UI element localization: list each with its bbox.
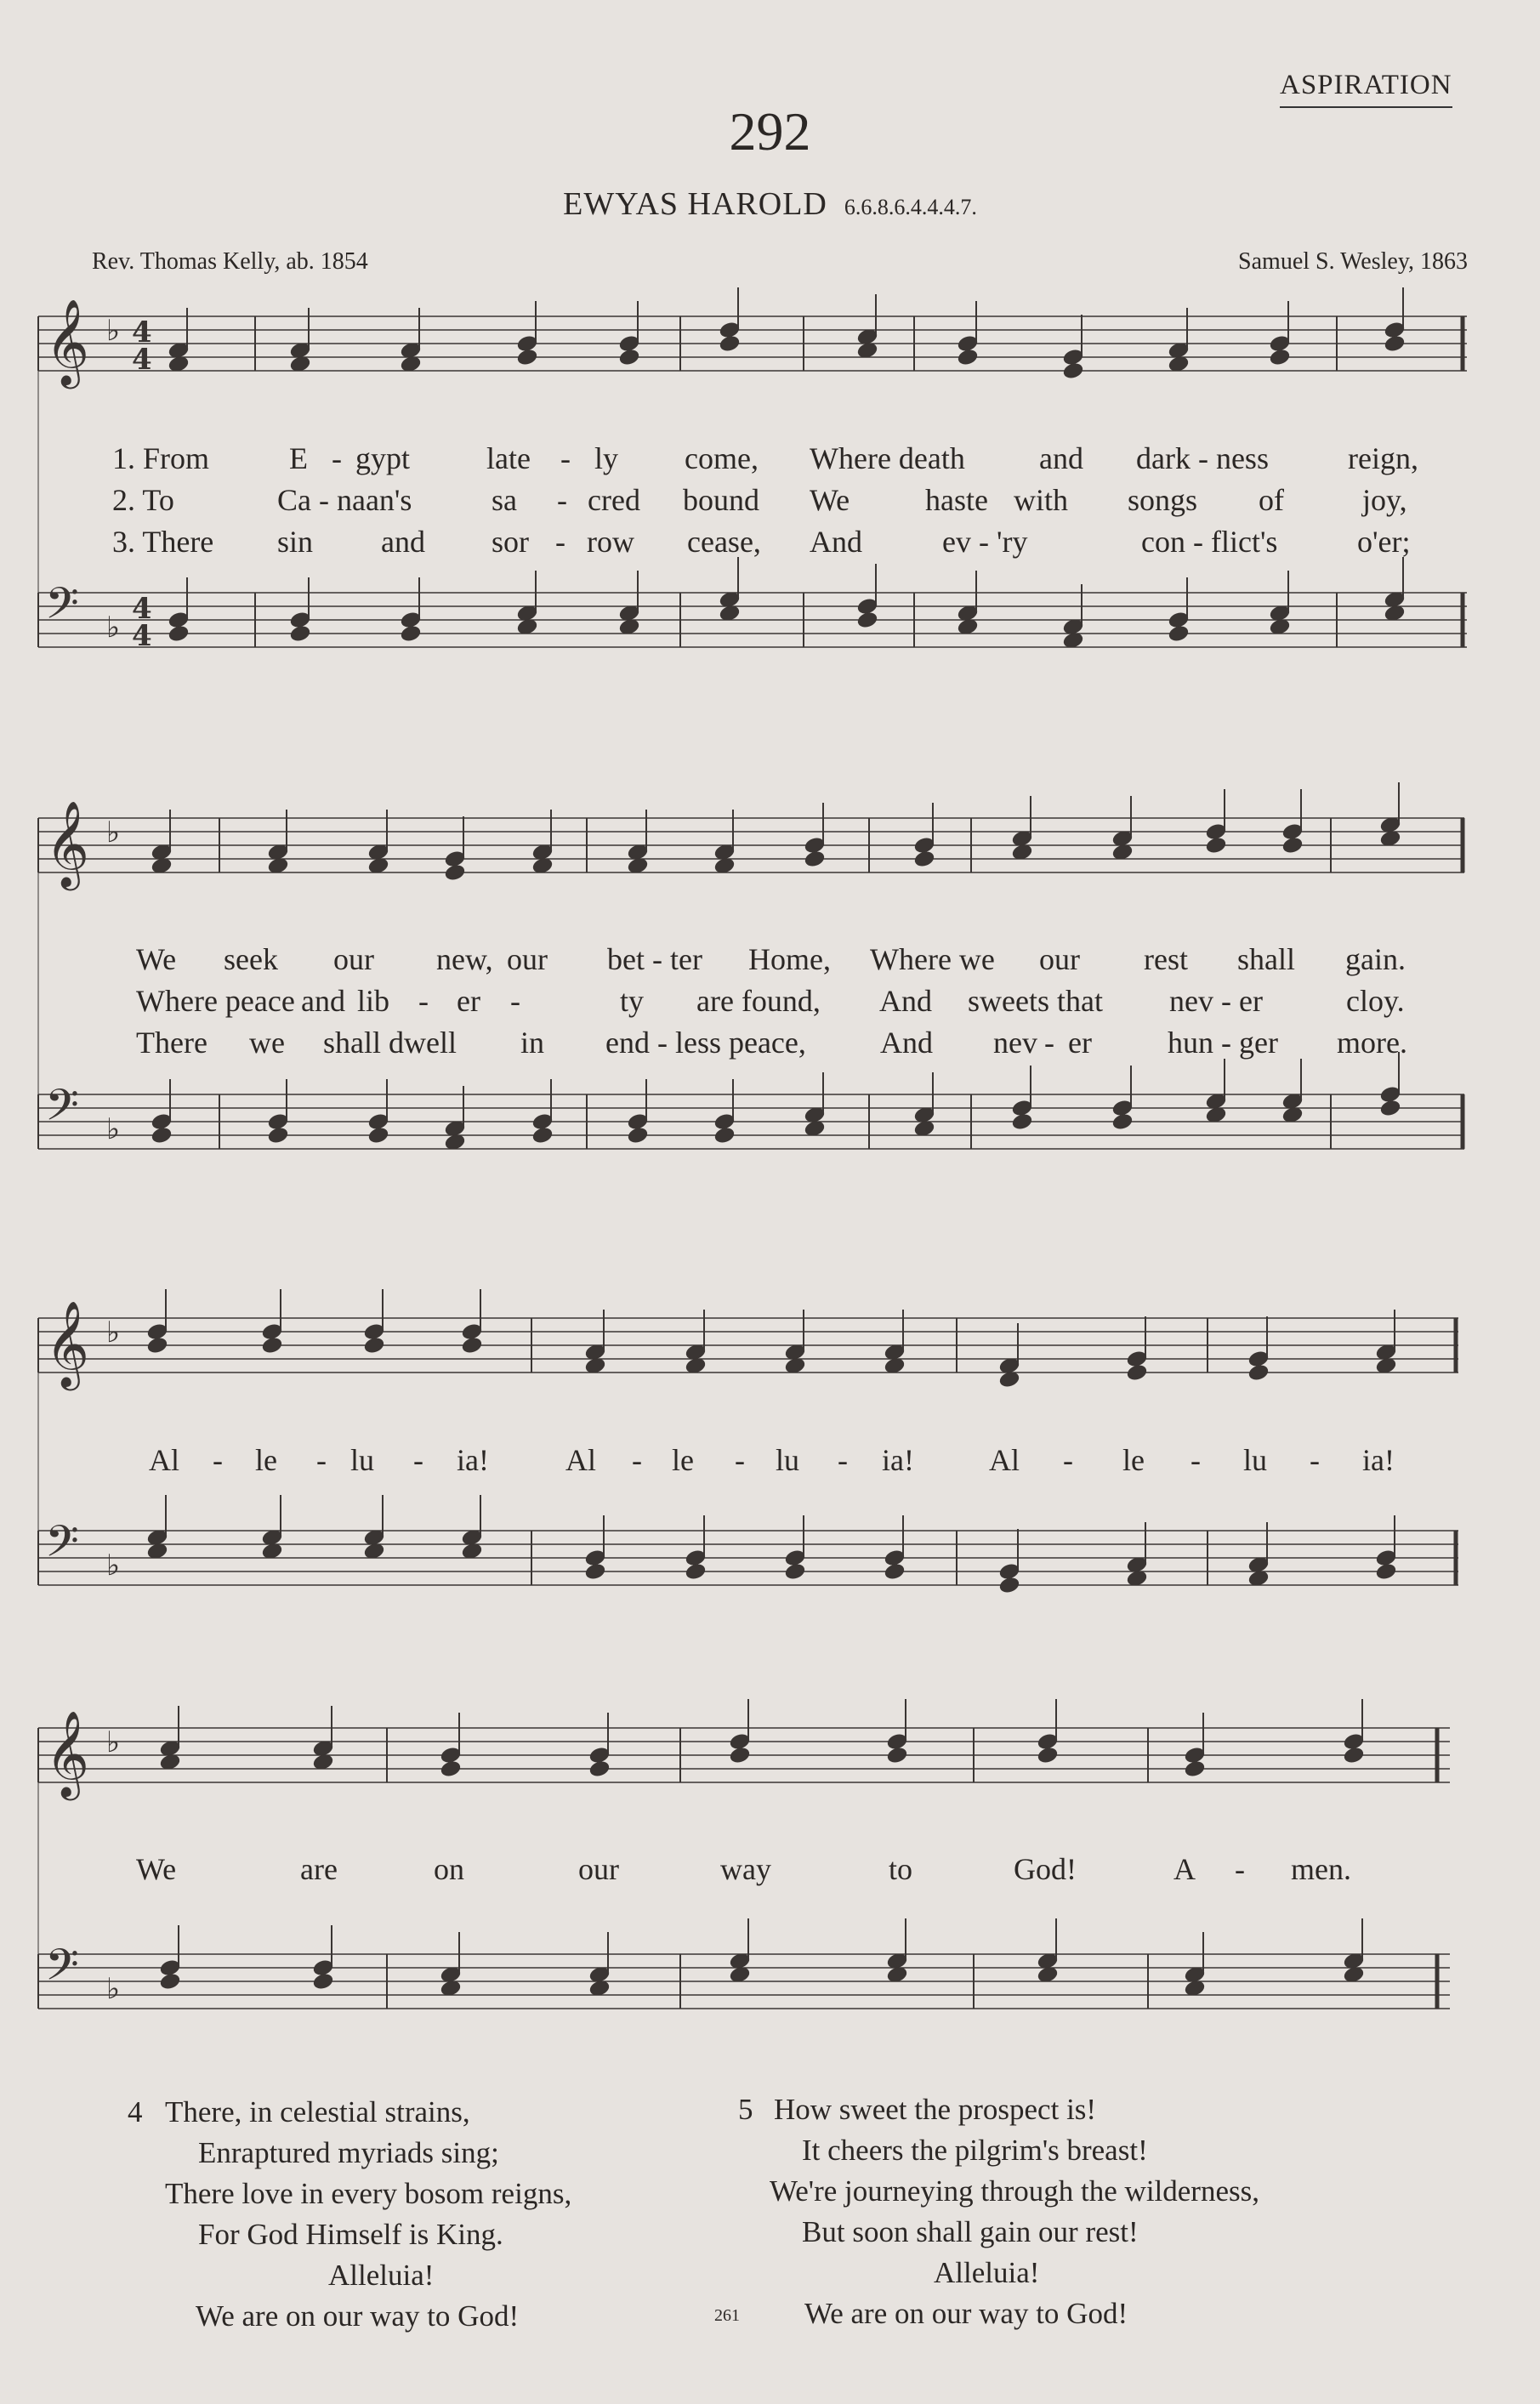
- note-head: [1343, 1746, 1365, 1765]
- lyric-word: our: [1039, 942, 1080, 976]
- lyric-word: E: [289, 441, 308, 475]
- note-head: [886, 1746, 908, 1765]
- lyric-word: of: [1259, 483, 1284, 517]
- lyric-word: and: [1039, 441, 1083, 475]
- lyric-word: -: [1063, 1443, 1073, 1477]
- lyric-word: We: [136, 1852, 177, 1886]
- lyric-word: ia!: [882, 1443, 914, 1477]
- verse-line: We're journeying through the wilderness,: [770, 2174, 1259, 2208]
- lyric-word: our: [333, 942, 374, 976]
- lyric-word: songs: [1128, 483, 1198, 517]
- lyric-word: Al: [149, 1443, 179, 1477]
- lyric-word: ty: [620, 984, 645, 1018]
- lyric-word: way: [720, 1852, 771, 1886]
- lyric-word: And: [879, 984, 932, 1018]
- verse-line: But soon shall gain our rest!: [802, 2215, 1139, 2248]
- lyric-word: -: [316, 1443, 327, 1477]
- treble-clef-icon: 𝄞: [45, 799, 90, 887]
- lyric-word: ia!: [457, 1443, 489, 1477]
- lyric-word: joy,: [1362, 483, 1407, 517]
- lyric-word: -: [1310, 1443, 1320, 1477]
- meter: 6.6.8.6.4.4.4.7.: [844, 195, 977, 219]
- lyric-word: row: [587, 525, 634, 559]
- lyric-word: gypt: [355, 441, 411, 475]
- lyric-word: le: [1122, 1443, 1145, 1477]
- lyric-word: We: [136, 942, 177, 976]
- flat-key-signature-icon: ♭: [106, 1549, 121, 1583]
- lyric-word: end - less peace,: [605, 1026, 806, 1060]
- lyric-word: -: [1044, 1026, 1054, 1060]
- lyric-word: We: [810, 483, 850, 517]
- lyric-word: lu: [776, 1443, 800, 1477]
- lyric-word: And: [880, 1026, 933, 1060]
- bass-clef-icon: 𝄢: [45, 1939, 79, 2001]
- lyric-word: we: [249, 1026, 285, 1060]
- lyric-word: Al: [989, 1443, 1020, 1477]
- time-signature: 4: [132, 343, 152, 377]
- verse-line: Enraptured myriads sing;: [198, 2136, 499, 2169]
- lyric-word: There: [136, 1026, 207, 1060]
- lyric-word: er: [457, 984, 480, 1018]
- lyric-word: and: [381, 525, 425, 559]
- lyric-word: seek: [224, 942, 278, 976]
- lyric-word: 3. There: [112, 525, 214, 559]
- hymn-number: 292: [729, 101, 811, 162]
- lyric-word: -: [332, 441, 342, 475]
- lyric-word: God!: [1014, 1852, 1077, 1886]
- note-head: [729, 1746, 751, 1765]
- lyric-word: to: [889, 1852, 913, 1886]
- lyric-word: o'er;: [1357, 525, 1411, 559]
- flat-key-signature-icon: ♭: [106, 1972, 121, 2006]
- lyric-word: cease,: [687, 525, 761, 559]
- lyric-word: -: [560, 441, 571, 475]
- lyric-word: er: [1068, 1026, 1092, 1060]
- note-head: [1184, 1759, 1206, 1778]
- lyric-word: Where we: [870, 942, 995, 976]
- lyric-word: Where peace: [136, 984, 295, 1018]
- lyric-word: sa: [492, 483, 517, 517]
- lyric-word: in: [520, 1026, 545, 1060]
- lyric-word: le: [672, 1443, 694, 1477]
- lyric-word: A: [1173, 1852, 1196, 1886]
- lyric-word: gain.: [1345, 942, 1406, 976]
- treble-clef-icon: 𝄞: [45, 298, 90, 385]
- lyric-word: bound: [683, 483, 759, 517]
- lyric-word: -: [838, 1443, 848, 1477]
- lyric-word: -: [418, 984, 429, 1018]
- lyric-word: lib: [357, 984, 390, 1018]
- lyric-word: le: [255, 1443, 277, 1477]
- note-head: [1037, 1746, 1059, 1765]
- page-number: 261: [714, 2306, 740, 2325]
- composer-credit: Samuel S. Wesley, 1863: [1238, 248, 1468, 275]
- lyric-word: rest: [1144, 942, 1188, 976]
- lyric-word: And: [810, 525, 862, 559]
- verse-line: It cheers the pilgrim's breast!: [802, 2134, 1148, 2167]
- lyric-word: -: [735, 1443, 745, 1477]
- lyric-word: come,: [685, 441, 759, 475]
- lyric-word: are: [300, 1852, 338, 1886]
- flat-key-signature-icon: ♭: [106, 816, 121, 850]
- lyric-word: shall dwell: [323, 1026, 457, 1060]
- verse-line: Alleluia!: [934, 2256, 1040, 2289]
- time-signature: 4: [132, 592, 152, 626]
- note-head: [440, 1759, 462, 1778]
- lyric-word: sweets that: [968, 984, 1103, 1018]
- lyric-word: nev: [993, 1026, 1037, 1060]
- lyric-word: new,: [436, 942, 493, 976]
- note-head: [159, 1972, 181, 1991]
- verse-line: We are on our way to God!: [196, 2299, 520, 2333]
- section-tag: ASPIRATION: [1280, 70, 1452, 108]
- lyric-word: lu: [1243, 1443, 1268, 1477]
- lyric-word: our: [578, 1852, 619, 1886]
- lyric-word: bet - ter: [607, 942, 702, 976]
- lyric-word: con - flict's: [1141, 525, 1278, 559]
- flat-key-signature-icon: ♭: [106, 314, 121, 348]
- verse-number: 5: [738, 2093, 753, 2126]
- lyric-word: -: [632, 1443, 642, 1477]
- lyric-word: Home,: [748, 942, 831, 976]
- lyric-word: 1. From: [112, 441, 210, 475]
- lyric-word: 2. To: [112, 483, 174, 517]
- verse-line: For God Himself is King.: [198, 2218, 503, 2251]
- lyric-word: Al: [565, 1443, 596, 1477]
- verse-line: There, in celestial strains,: [165, 2095, 470, 2128]
- verse-line: Alleluia!: [328, 2259, 435, 2292]
- lyric-word: our: [507, 942, 548, 976]
- lyric-word: cloy.: [1346, 984, 1405, 1018]
- lyric-word: Ca - naan's: [277, 483, 412, 517]
- lyric-word: -: [557, 483, 567, 517]
- lyric-word: sin: [277, 525, 314, 559]
- lyric-word: reign,: [1348, 441, 1418, 475]
- treble-clef-icon: 𝄞: [45, 1709, 90, 1797]
- lyric-word: late: [486, 441, 531, 475]
- lyric-word: -: [413, 1443, 423, 1477]
- verse-line: How sweet the prospect is!: [774, 2093, 1097, 2126]
- note-head: [588, 1759, 611, 1778]
- author-credit: Rev. Thomas Kelly, ab. 1854: [92, 248, 368, 275]
- lyric-word: -: [213, 1443, 223, 1477]
- time-signature: 4: [132, 619, 152, 653]
- lyric-word: -: [1191, 1443, 1201, 1477]
- lyric-word: ia!: [1362, 1443, 1395, 1477]
- lyric-word: ly: [594, 441, 619, 475]
- lyric-word: more.: [1337, 1026, 1407, 1060]
- lyric-word: haste: [925, 483, 988, 517]
- verse-line: We are on our way to God!: [804, 2297, 1128, 2330]
- lyric-word: nev - er: [1169, 984, 1263, 1018]
- lyric-word: lu: [350, 1443, 375, 1477]
- lyric-word: with: [1014, 483, 1069, 517]
- lyric-word: -: [1235, 1852, 1245, 1886]
- lyric-word: -: [510, 984, 520, 1018]
- treble-clef-icon: 𝄞: [45, 1299, 90, 1387]
- tune-name: EWYAS HAROLD: [563, 186, 827, 222]
- flat-key-signature-icon: ♭: [106, 1316, 121, 1350]
- flat-key-signature-icon: ♭: [106, 611, 121, 645]
- verse-line: There love in every bosom reigns,: [165, 2177, 572, 2210]
- lyric-word: -: [555, 525, 565, 559]
- bass-clef-icon: 𝄢: [45, 1515, 79, 1577]
- bass-clef-icon: 𝄢: [45, 1079, 79, 1141]
- lyric-word: men.: [1291, 1852, 1351, 1886]
- lyric-word: on: [434, 1852, 464, 1886]
- lyric-word: sor: [492, 525, 529, 559]
- lyric-word: and: [301, 984, 345, 1018]
- note-head: [312, 1972, 334, 1991]
- lyric-word: ev - 'ry: [942, 525, 1028, 559]
- flat-key-signature-icon: ♭: [106, 1725, 121, 1759]
- lyric-word: hun - ger: [1168, 1026, 1278, 1060]
- lyric-word: dark - ness: [1136, 441, 1269, 475]
- verse-number: 4: [128, 2095, 143, 2128]
- lyric-word: shall: [1237, 942, 1295, 976]
- lyric-word: are found,: [696, 984, 821, 1018]
- lyric-word: Where death: [810, 441, 965, 475]
- bass-clef-icon: 𝄢: [45, 577, 79, 639]
- flat-key-signature-icon: ♭: [106, 1112, 121, 1146]
- time-signature: 4: [132, 315, 152, 350]
- lyric-word: cred: [588, 483, 640, 517]
